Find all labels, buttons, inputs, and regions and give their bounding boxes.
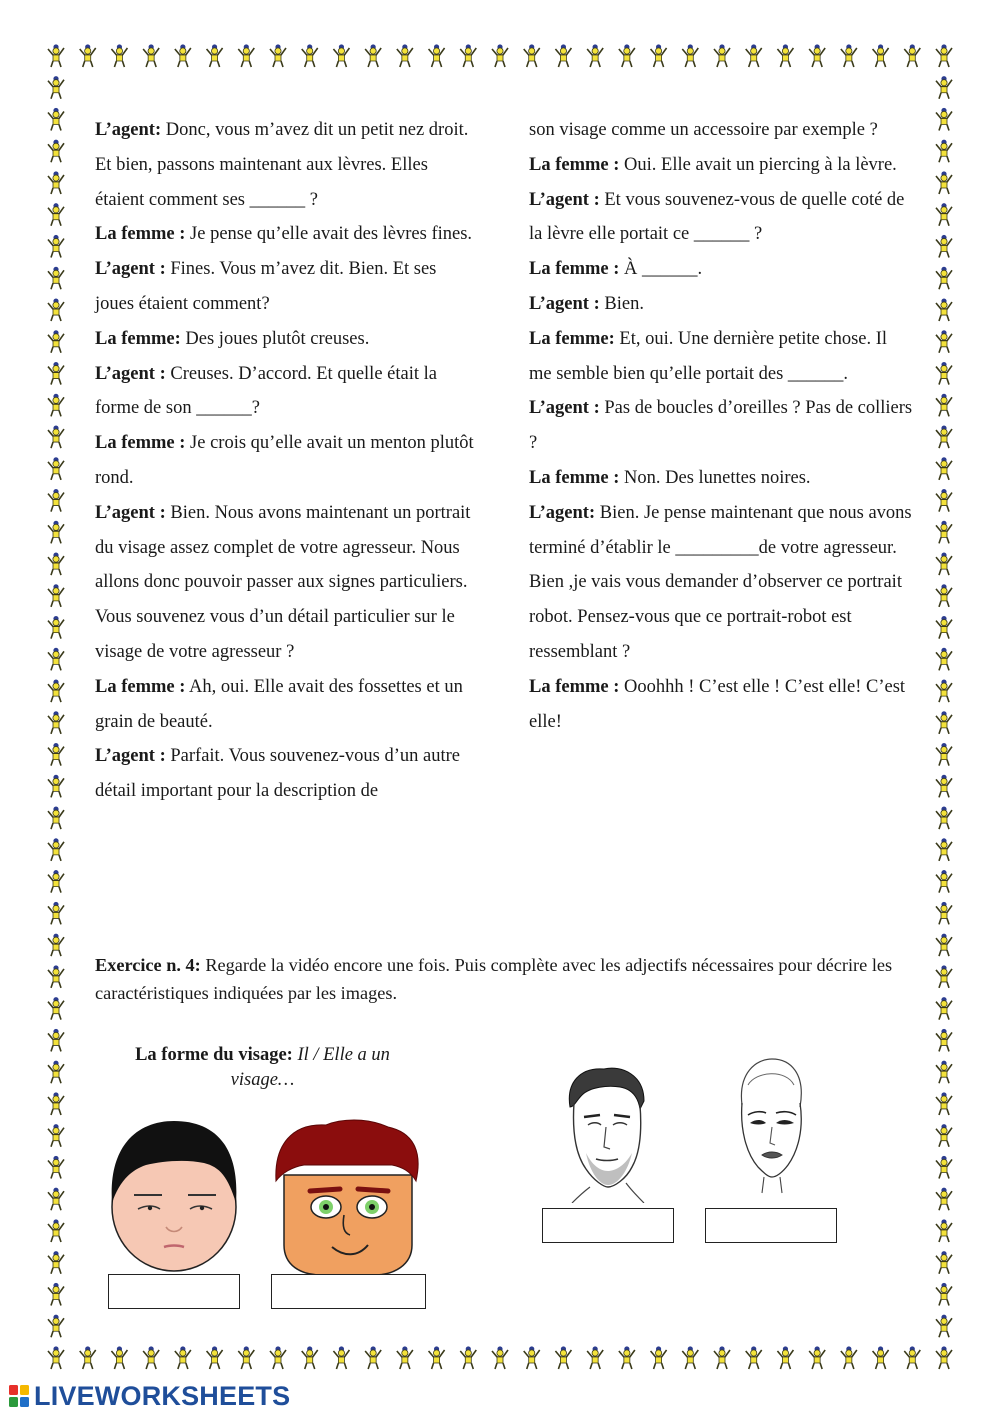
dialogue-text: À ______. xyxy=(619,259,703,280)
woman-face-sketch xyxy=(728,1055,814,1195)
border-figure-icon xyxy=(936,997,952,1020)
exercise-4-instruction xyxy=(95,952,910,1007)
border-figure-icon xyxy=(48,1061,64,1084)
speaker-label: L’agent : xyxy=(529,189,600,210)
border-figure-icon xyxy=(936,457,952,480)
speaker-label: L’agent: xyxy=(95,120,162,140)
border-figure-icon xyxy=(48,775,64,798)
dialogue-turn xyxy=(529,183,914,253)
speaker-label: L’agent : xyxy=(95,259,166,280)
border-figure-icon xyxy=(936,1219,952,1242)
border-figure-icon xyxy=(936,743,952,766)
speaker-label: La femme : xyxy=(529,259,620,280)
border-figure-icon xyxy=(555,44,571,67)
speaker-label: La femme : xyxy=(95,224,186,245)
border-figure-icon xyxy=(48,1283,64,1306)
exercise-label: Exercice n. 4: xyxy=(95,955,201,975)
border-figure-icon xyxy=(48,680,64,703)
border-figure-icon xyxy=(48,934,64,957)
border-figure-icon xyxy=(48,457,64,480)
dialogue-text: Bien. Nous avons maintenant un portrait du visage assez complet de votre agresseur. Nous allons donc pouvoir passer aux signes particuliers. Vous souvenez vous d’un détail particulier sur le visage de votre agresseur ? xyxy=(95,502,471,662)
border-figure-icon xyxy=(333,1346,349,1369)
border-figure-icon xyxy=(746,1346,762,1369)
border-figure-icon xyxy=(936,489,952,512)
border-figure-icon xyxy=(936,1315,952,1338)
dialogue-turn xyxy=(529,252,914,287)
border-figure-icon xyxy=(936,171,952,194)
border-figure-icon xyxy=(365,44,381,67)
border-figure-icon xyxy=(904,44,920,67)
border-figure-icon xyxy=(270,1346,286,1369)
dialogue-text: Ooohhh ! C’est elle ! C’est elle! C’est elle! xyxy=(529,676,906,732)
border-figure-icon xyxy=(936,298,952,321)
border-figure-icon xyxy=(936,648,952,671)
dialogue-text: Bien. xyxy=(599,293,644,314)
border-figure-icon xyxy=(48,1124,64,1147)
border-figure-icon xyxy=(936,44,952,67)
border-figure-icon xyxy=(936,1029,952,1052)
border-figure-icon xyxy=(143,1346,159,1369)
speaker-label: L’agent : xyxy=(95,746,166,767)
border-figure-icon xyxy=(397,44,413,67)
dialogue-turn xyxy=(95,217,477,252)
border-figure-icon xyxy=(936,108,952,131)
border-figure-icon xyxy=(841,1346,857,1369)
border-figure-icon xyxy=(619,44,635,67)
border-figure-icon xyxy=(936,680,952,703)
border-figure-icon xyxy=(48,997,64,1020)
speaker-label: La femme: xyxy=(95,328,181,349)
border-figure-icon xyxy=(48,44,64,67)
dialogue-turn xyxy=(529,461,914,496)
border-figure-icon xyxy=(460,44,476,67)
border-figure-icon xyxy=(936,203,952,226)
border-figure-icon xyxy=(936,1156,952,1179)
dialogue-turn xyxy=(529,113,914,148)
border-figure-icon xyxy=(809,1346,825,1369)
border-figure-icon xyxy=(48,362,64,385)
border-figure-icon xyxy=(904,1346,920,1369)
speaker-label: La femme : xyxy=(529,467,620,488)
border-figure-icon xyxy=(460,1346,476,1369)
border-figure-icon xyxy=(48,743,64,766)
face-shape-caption xyxy=(110,1043,415,1093)
border-figure-icon xyxy=(48,902,64,925)
border-figure-icon xyxy=(207,1346,223,1369)
dialogue-turn xyxy=(95,670,477,740)
border-figure-icon xyxy=(48,521,64,544)
speaker-label: La femme : xyxy=(529,154,620,175)
border-figure-icon xyxy=(365,1346,381,1369)
border-figure-icon xyxy=(936,235,952,258)
border-figure-icon xyxy=(936,76,952,99)
border-figure-icon xyxy=(48,203,64,226)
border-figure-icon xyxy=(48,140,64,163)
border-figure-icon xyxy=(302,44,318,67)
speaker-label: La femme: xyxy=(529,328,615,349)
dialogue-left-column xyxy=(95,113,477,809)
border-figure-icon xyxy=(936,711,952,734)
answer-box-square-face[interactable] xyxy=(271,1274,426,1309)
dialogue-text: Des joues plutôt creuses. xyxy=(180,328,370,349)
dialogue-text: Je crois qu’elle avait un menton plutôt rond. xyxy=(95,433,474,488)
border-figure-icon xyxy=(302,1346,318,1369)
answer-box-man-face[interactable] xyxy=(542,1208,674,1243)
dialogue-text: Donc, vous m’avez dit un petit nez droit. Et bien, passons maintenant aux lèvres. Elles étaient comment ses ______ ? xyxy=(95,120,469,210)
face-shape-prompt: Il / Elle a un visage… xyxy=(230,1045,390,1090)
border-figure-icon xyxy=(936,616,952,639)
border-figure-icon xyxy=(651,1346,667,1369)
border-figure-icon xyxy=(619,1346,635,1369)
liveworksheets-logo-icon xyxy=(8,1384,30,1408)
dialogue-turn xyxy=(95,739,477,809)
border-figure-icon xyxy=(238,44,254,67)
border-figure-icon xyxy=(936,775,952,798)
border-figure-icon xyxy=(936,1251,952,1274)
border-figure-icon xyxy=(746,44,762,67)
border-figure-icon xyxy=(397,1346,413,1369)
border-figure-icon xyxy=(429,1346,445,1369)
border-figure-icon xyxy=(48,838,64,861)
speaker-label: L’agent : xyxy=(95,502,166,523)
man-face-sketch xyxy=(560,1063,652,1203)
speaker-label: L’agent : xyxy=(529,398,600,419)
border-figure-icon xyxy=(936,965,952,988)
border-figure-icon xyxy=(936,584,952,607)
border-figure-icon xyxy=(48,648,64,671)
border-figure-icon xyxy=(48,235,64,258)
border-figure-icon xyxy=(936,902,952,925)
border-figure-icon xyxy=(936,870,952,893)
border-figure-icon xyxy=(270,44,286,67)
dialogue-text: Parfait. Vous souvenez-vous d’un autre détail important pour la description de xyxy=(95,746,460,802)
border-figure-icon xyxy=(936,807,952,830)
answer-box-woman-face[interactable] xyxy=(705,1208,837,1243)
border-figure-icon xyxy=(238,1346,254,1369)
border-figure-icon xyxy=(80,1346,96,1369)
face-shape-label: La forme du visage: xyxy=(135,1045,293,1065)
dialogue-text: Je pense qu’elle avait des lèvres fines. xyxy=(185,224,473,245)
dialogue-text: Pas de boucles d’oreilles ? Pas de colliers ? xyxy=(529,398,913,454)
border-figure-icon xyxy=(682,1346,698,1369)
border-figure-icon xyxy=(48,552,64,575)
border-figure-icon xyxy=(714,44,730,67)
logo-text: LIVEWORKSHEETS xyxy=(34,1380,291,1411)
border-figure-icon xyxy=(48,1219,64,1242)
speaker-label: L’agent: xyxy=(529,502,596,523)
border-figure-icon xyxy=(48,1156,64,1179)
dialogue-turn xyxy=(529,322,914,392)
dialogue-turn xyxy=(529,391,914,461)
border-figure-icon xyxy=(841,44,857,67)
border-figure-icon xyxy=(587,1346,603,1369)
dialogue-turn xyxy=(95,357,477,427)
border-figure-icon xyxy=(524,44,540,67)
border-figure-icon xyxy=(48,425,64,448)
speaker-label: L’agent : xyxy=(95,363,166,384)
border-figure-icon xyxy=(48,1188,64,1211)
border-figure-icon xyxy=(48,1029,64,1052)
border-figure-icon xyxy=(777,1346,793,1369)
speaker-label: La femme : xyxy=(95,676,186,697)
border-figure-icon xyxy=(936,521,952,544)
border-figure-icon xyxy=(492,1346,508,1369)
border-figure-icon xyxy=(936,1092,952,1115)
dialogue-turn xyxy=(529,670,914,740)
liveworksheets-logo[interactable] xyxy=(8,1381,290,1411)
border-figure-icon xyxy=(48,807,64,830)
dialogue-text: Creuses. D’accord. Et quelle était la forme de son ______? xyxy=(95,363,437,419)
border-figure-icon xyxy=(111,1346,127,1369)
dialogue-text: Oui. Elle avait un piercing à la lèvre. xyxy=(619,154,897,175)
answer-box-round-face[interactable] xyxy=(108,1274,240,1309)
dialogue-text: Fines. Vous m’avez dit. Bien. Et ses joues étaient comment? xyxy=(95,259,437,314)
dialogue-turn xyxy=(95,322,477,357)
border-figure-icon xyxy=(111,44,127,67)
speaker-label: La femme : xyxy=(95,433,186,454)
border-figure-icon xyxy=(936,140,952,163)
exercise-instruction-text: Regarde la vidéo encore une fois. Puis complète avec les adjectifs nécessaires pour décrire les caractéristiques indiquées par les images. xyxy=(95,955,893,1003)
border-figure-icon xyxy=(80,44,96,67)
border-figure-icon xyxy=(48,394,64,417)
dialogue-text: Et vous souvenez-vous de quelle coté de la lèvre elle portait ce ______ ? xyxy=(529,189,905,245)
border-figure-icon xyxy=(333,44,349,67)
border-figure-icon xyxy=(809,44,825,67)
border-figure-icon xyxy=(936,394,952,417)
border-figure-icon xyxy=(48,298,64,321)
dialogue-turn xyxy=(95,113,477,217)
border-figure-icon xyxy=(48,108,64,131)
dialogue-turn xyxy=(95,496,477,670)
border-figure-icon xyxy=(524,1346,540,1369)
border-figure-icon xyxy=(936,362,952,385)
border-figure-icon xyxy=(207,44,223,67)
square-face-hair xyxy=(276,1120,418,1181)
dialogue-right-column xyxy=(529,113,914,739)
border-figure-icon xyxy=(48,584,64,607)
border-figure-icon xyxy=(936,330,952,353)
border-figure-icon xyxy=(936,1346,952,1369)
border-figure-icon xyxy=(936,1283,952,1306)
border-figure-icon xyxy=(48,616,64,639)
border-figure-icon xyxy=(48,1251,64,1274)
border-figure-icon xyxy=(48,330,64,353)
dialogue-text: Bien. Je pense maintenant que nous avons terminé d’établir le _________de votre agresseur. Bien ,je vais vous demander d’observer ce portrait robot. Pensez-vous que ce portrait-robot est ressemblant ? xyxy=(529,502,912,662)
square-face-skin xyxy=(284,1175,412,1275)
dialogue-turn xyxy=(95,426,477,496)
border-figure-icon xyxy=(48,1315,64,1338)
border-figure-icon xyxy=(682,44,698,67)
border-figure-icon xyxy=(651,44,667,67)
border-figure-icon xyxy=(936,425,952,448)
dialogue-turn xyxy=(529,287,914,322)
border-figure-icon xyxy=(936,552,952,575)
speaker-label: La femme : xyxy=(529,676,620,697)
square-face-illustration xyxy=(270,1115,426,1277)
round-face-illustration xyxy=(108,1115,240,1277)
border-figure-icon xyxy=(777,44,793,67)
man-hair xyxy=(569,1068,644,1109)
border-figure-icon xyxy=(936,267,952,290)
border-figure-icon xyxy=(936,1188,952,1211)
border-figure-icon xyxy=(555,1346,571,1369)
border-figure-icon xyxy=(48,1346,64,1369)
speaker-label: L’agent : xyxy=(529,293,600,314)
border-figure-icon xyxy=(48,171,64,194)
border-figure-icon xyxy=(48,870,64,893)
border-figure-icon xyxy=(48,1092,64,1115)
border-figure-icon xyxy=(936,1061,952,1084)
border-figure-icon xyxy=(936,1124,952,1147)
dialogue-text: son visage comme un accessoire par exemple ? xyxy=(529,120,878,140)
dialogue-text: Et, oui. Une dernière petite chose. Il me semble bien qu’elle portait des ______. xyxy=(529,328,888,384)
dialogue-text: Non. Des lunettes noires. xyxy=(619,467,811,488)
border-figure-icon xyxy=(587,44,603,67)
border-figure-icon xyxy=(48,76,64,99)
border-figure-icon xyxy=(143,44,159,67)
border-figure-icon xyxy=(48,489,64,512)
dialogue-text: Ah, oui. Elle avait des fossettes et un grain de beauté. xyxy=(95,676,463,732)
border-figure-icon xyxy=(873,1346,889,1369)
border-figure-icon xyxy=(936,838,952,861)
border-figure-icon xyxy=(175,1346,191,1369)
border-figure-icon xyxy=(429,44,445,67)
dialogue-turn xyxy=(529,148,914,183)
border-figure-icon xyxy=(48,965,64,988)
border-figure-icon xyxy=(873,44,889,67)
dialogue-turn xyxy=(95,252,477,322)
border-figure-icon xyxy=(714,1346,730,1369)
dialogue-turn xyxy=(529,496,914,670)
border-figure-icon xyxy=(48,267,64,290)
border-figure-icon xyxy=(492,44,508,67)
border-figure-icon xyxy=(175,44,191,67)
border-figure-icon xyxy=(936,934,952,957)
border-figure-icon xyxy=(48,711,64,734)
